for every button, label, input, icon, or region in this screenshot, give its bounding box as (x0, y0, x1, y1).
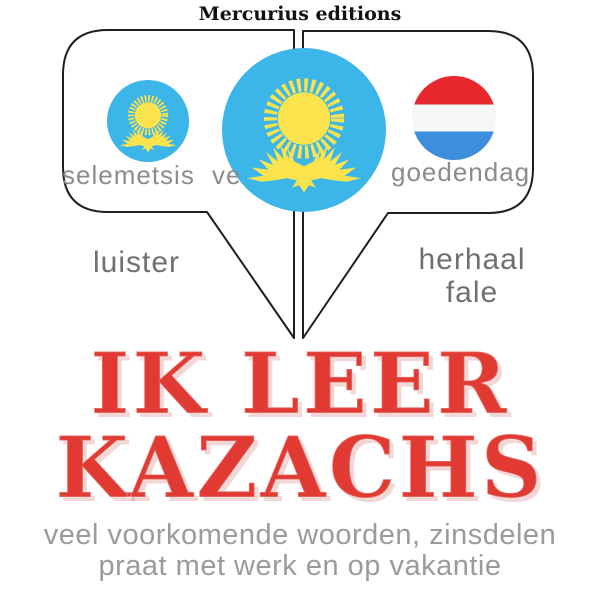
subtitle-line-2: praat met werk en op vakantie (98, 550, 502, 582)
label-herhaal: herhaal (418, 243, 526, 276)
kazakhstan-flag-icon-large (222, 48, 386, 212)
netherlands-flag-icon (412, 76, 496, 160)
subtitle-line-1: veel voorkomende woorden, zinsdelen (43, 519, 557, 551)
kazakhstan-flag-icon-small (107, 80, 189, 162)
label-fale: fale (445, 276, 499, 309)
title-line-1: IK LEER (90, 334, 510, 433)
title-line-2: KAZACHS (55, 418, 545, 517)
publisher-logo: Mercurius editions (198, 3, 402, 25)
label-herhaal-fale (402, 243, 542, 309)
phrase-kazakh: selemetsis ve (62, 160, 242, 190)
phrase-dutch: goedendag (391, 157, 531, 187)
label-luister: luister (92, 246, 181, 279)
